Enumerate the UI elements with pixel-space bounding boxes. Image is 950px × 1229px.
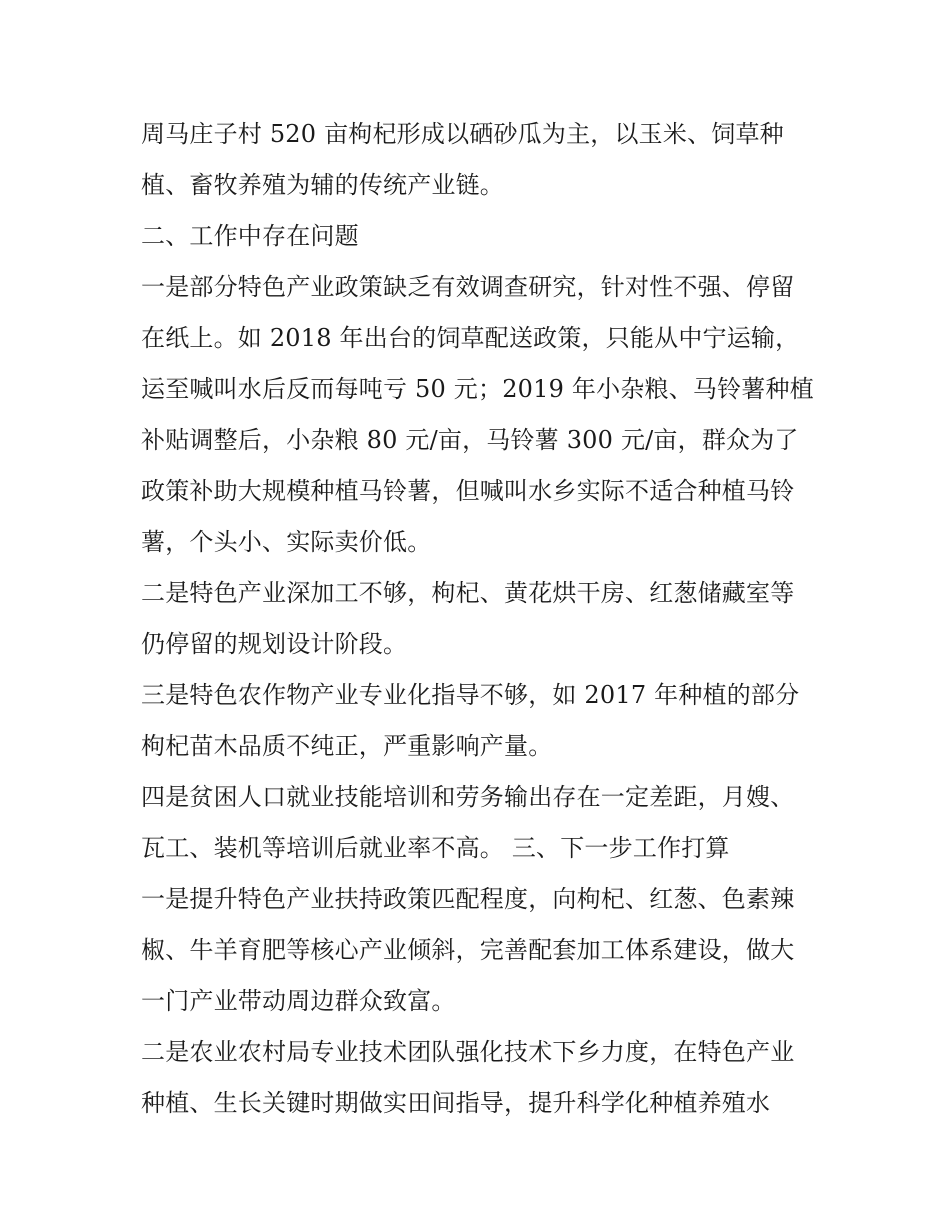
text-line: 四是贫困人口就业技能培训和劳务输出存在一定差距，月嫂、 [141, 783, 795, 811]
text-line: 仍停留的规划设计阶段。 [141, 630, 408, 658]
text-line: 植、畜牧养殖为辅的传统产业链。 [141, 171, 504, 199]
text-line: 一是提升特色产业扶持政策匹配程度，向枸杞、红葱、色素辣 [141, 885, 795, 913]
text-line: 运至喊叫水后反而每吨亏 50 元；2019 年小杂粮、马铃薯种植 [141, 375, 814, 403]
text-line: 二是农业农村局专业技术团队强化技术下乡力度，在特色产业 [141, 1038, 795, 1066]
text-line: 补贴调整后，小杂粮 80 元/亩，马铃薯 300 元/亩，群众为了 [141, 426, 799, 454]
text-line: 种植、生长关键时期做实田间指导，提升科学化种植养殖水 [141, 1089, 771, 1117]
section-heading: 二、工作中存在问题 [141, 222, 359, 250]
text-line: 在纸上。如 2018 年出台的饲草配送政策，只能从中宁运输， [141, 324, 800, 352]
text-line: 枸杞苗木品质不纯正，严重影响产量。 [141, 732, 553, 760]
text-line: 椒、牛羊育肥等核心产业倾斜，完善配套加工体系建设，做大 [141, 936, 795, 964]
text-line: 二是特色产业深加工不够，枸杞、黄花烘干房、红葱储藏室等 [141, 579, 795, 607]
text-line: 薯，个头小、实际卖价低。 [141, 528, 432, 556]
text-line: 三是特色农作物产业专业化指导不够，如 2017 年种植的部分 [141, 681, 800, 709]
text-line: 瓦工、装机等培训后就业率不高。 三、下一步工作打算 [141, 834, 730, 862]
document-body [141, 109, 821, 1129]
text-line: 政策补助大规模种植马铃薯，但喊叫水乡实际不适合种植马铃 [141, 477, 795, 505]
text-line: 周马庄子村 520 亩枸杞形成以硒砂瓜为主，以玉米、饲草种 [141, 120, 784, 148]
text-line: 一门产业带动周边群众致富。 [141, 987, 456, 1015]
text-line: 一是部分特色产业政策缺乏有效调查研究，针对性不强、停留 [141, 273, 795, 301]
